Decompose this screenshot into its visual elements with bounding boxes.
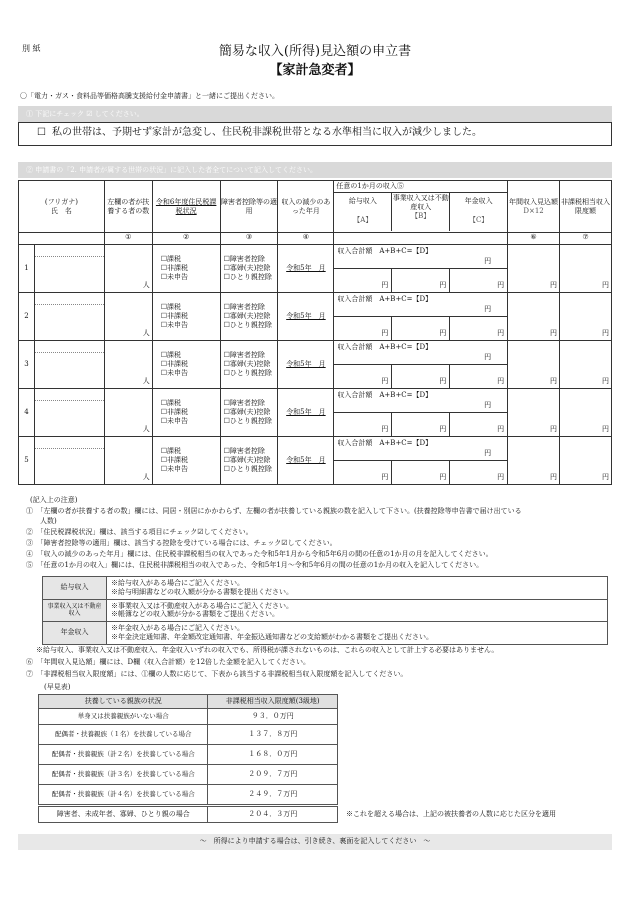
num-4: ④ xyxy=(278,233,334,245)
jigyo-input[interactable] xyxy=(392,413,450,436)
shougai-option[interactable]: ☐障害者控除 xyxy=(223,255,265,264)
row-fuyou-cell[interactable] xyxy=(104,341,152,389)
limit-row-label: 配偶者・扶養親族（計３名）を扶養している場合 xyxy=(39,765,208,785)
yen-unit: 円 xyxy=(381,329,389,338)
page-title: 簡易な収入(所得)見込額の申立書 xyxy=(218,44,412,59)
limit-row-value: １３７．８万円 xyxy=(208,725,338,745)
header-jigyo xyxy=(392,193,450,231)
limit-row-label: 配偶者・扶養親族（計２名）を扶養している場合 xyxy=(39,745,208,765)
yen-unit: 円 xyxy=(550,281,558,290)
row-kazei-cell[interactable] xyxy=(152,437,220,485)
limit-side-note: ※これを超える場合は、上記の被扶養者の人数に応じた区分を適用 xyxy=(346,810,556,818)
shougai-option[interactable]: ☐寡婦(夫)控除 xyxy=(223,408,271,417)
statement-text: 私の世帯は、予期せず家計が急変し、住民税非課税世帯となる水準相当に収入が減少しました。 xyxy=(51,127,482,138)
note-5: ⑤ 「任意の1か月の収入」欄には、住民税非課税相当の収入であった、令和5年1月～令和5年6月の間の任意の1か月の収入を記入してください。 xyxy=(26,561,484,569)
header-jigyo-text: 事業収入又は不動産収入 xyxy=(392,194,449,211)
row-gengetsu-cell[interactable] xyxy=(278,341,334,389)
row-hikazei-cell[interactable] xyxy=(560,437,612,485)
kazei-option[interactable]: ☐課税 xyxy=(160,351,181,360)
kazei-option[interactable]: ☐非課税 xyxy=(160,312,188,321)
note-2: ② 「住民税課税状況」欄は、該当する項目にチェック☑してください。 xyxy=(26,528,253,536)
nin-unit: 人 xyxy=(142,281,150,290)
page-subtitle: 【家計急変者】 xyxy=(269,63,361,78)
yen-unit: 円 xyxy=(550,329,558,338)
shougai-option[interactable]: ☐障害者控除 xyxy=(223,399,265,408)
row-shougai-cell[interactable] xyxy=(220,293,278,341)
yen-unit: 円 xyxy=(497,329,505,338)
shougai-option[interactable]: ☐ひとり親控除 xyxy=(223,320,272,329)
household-income-table xyxy=(18,180,612,485)
row-gengetsu-cell[interactable] xyxy=(278,437,334,485)
row-number: 1 xyxy=(19,245,35,293)
table-row xyxy=(19,293,612,341)
income-type-box xyxy=(42,576,608,645)
nenkin-input[interactable] xyxy=(450,269,507,292)
row-nenkan-cell[interactable] xyxy=(508,293,560,341)
kyuyo-input[interactable] xyxy=(334,413,392,436)
note-after-box: ※給与収入、事業収入又は不動産収入、年金収入いずれの収入でも、所得税が課されないものは、これらの収入として計上する必要はありません。 xyxy=(36,646,499,654)
gokei-text: 収入合計額 A+B+C=【D】 xyxy=(337,247,433,255)
nenkin-input[interactable] xyxy=(450,365,507,388)
header-kyuyo-text: 給与収入 xyxy=(348,197,377,205)
row-income-cell[interactable] xyxy=(334,293,508,341)
nin-unit: 人 xyxy=(142,425,150,434)
notes-heading: (記入上の注意) xyxy=(30,496,78,504)
yen-unit: 円 xyxy=(602,377,609,386)
limit-row-label: 単身又は扶養親族がいない場合 xyxy=(39,709,208,725)
gokei-text: 収入合計額 A+B+C=【D】 xyxy=(337,391,433,399)
header-name xyxy=(19,181,105,233)
yen-unit: 円 xyxy=(550,377,558,386)
footer-note: ～ 所得により申請する場合は、引き続き、裏面を記入してください ～ xyxy=(18,834,612,850)
row-shougai-cell[interactable] xyxy=(220,389,278,437)
row-kazei-cell[interactable] xyxy=(152,389,220,437)
header-fuyou xyxy=(104,181,152,233)
header-shougai-text: 障害者控除等の適用 xyxy=(221,197,278,215)
box-label-nenkin: 年金収入 xyxy=(43,622,107,645)
box-text-nenkin xyxy=(107,622,608,645)
limit-col1: 扶養している親族の状況 xyxy=(39,695,208,709)
limit-row-label: 配偶者・扶養親族（計４名）を扶養している場合 xyxy=(39,785,208,805)
yen-unit: 円 xyxy=(550,473,558,482)
limit-row xyxy=(39,765,338,785)
row-kazei-cell[interactable] xyxy=(152,245,220,293)
yen-unit: 円 xyxy=(602,281,609,290)
box-label-jigyo: 事業収入又は不動産収入 xyxy=(43,599,107,622)
row-name-cell[interactable] xyxy=(34,293,104,341)
box-label-kyuyo: 給与収入 xyxy=(43,577,107,600)
yen-unit: 円 xyxy=(484,353,492,362)
limit-last-value: ２０４．３万円 xyxy=(208,807,338,823)
num-6: ⑥ xyxy=(508,233,560,245)
row-shougai-cell[interactable] xyxy=(220,245,278,293)
shougai-option[interactable]: ☐寡婦(夫)控除 xyxy=(223,312,271,321)
row-hikazei-cell[interactable] xyxy=(560,245,612,293)
header-C: 【C】 xyxy=(468,215,489,224)
yen-unit: 円 xyxy=(497,377,505,386)
row-nenkan-cell[interactable] xyxy=(508,389,560,437)
header-A: 【A】 xyxy=(353,215,373,224)
betsushi-label: 別 紙 xyxy=(22,44,41,53)
nin-unit: 人 xyxy=(142,473,150,482)
row-fuyou-cell[interactable] xyxy=(104,245,152,293)
kazei-option[interactable]: ☐非課税 xyxy=(160,408,188,417)
table-row xyxy=(19,389,612,437)
row-name-cell[interactable] xyxy=(34,437,104,485)
yen-unit: 円 xyxy=(550,425,558,434)
table-row xyxy=(19,245,612,293)
yen-unit: 円 xyxy=(381,425,389,434)
kyuyo-input[interactable] xyxy=(334,461,392,484)
note-4: ④ 「収入の減少のあった年月」欄には、住民税非課税相当の収入であった令和5年1月から令和5年6月の間の任意の1か月の月を記入してください。 xyxy=(26,550,493,558)
box-jigyo-line1: ※事業収入又は不動産収入がある場合にご記入ください。 xyxy=(111,601,293,610)
yen-unit: 円 xyxy=(484,257,492,266)
yen-unit: 円 xyxy=(439,473,447,482)
num-3: ③ xyxy=(220,233,278,245)
row-gengetsu-cell[interactable] xyxy=(278,245,334,293)
row-shougai-cell[interactable] xyxy=(220,437,278,485)
row-fuyou-cell[interactable] xyxy=(104,293,152,341)
kazei-option[interactable]: ☐未申告 xyxy=(160,416,188,425)
header-nin-i xyxy=(334,181,508,233)
header-nin-i-text: 任意の1か月の収入⑤ xyxy=(334,181,507,193)
jigyo-input[interactable] xyxy=(392,317,450,340)
row-fuyou-cell[interactable] xyxy=(104,437,152,485)
row-name-cell[interactable] xyxy=(34,389,104,437)
box-text-kyuyo xyxy=(107,577,608,600)
row-name-cell[interactable] xyxy=(34,341,104,389)
num-5-cell xyxy=(334,233,508,245)
header-nenkin xyxy=(450,193,507,231)
box-kyuyo-line1: ※給与収入がある場合にご記入ください。 xyxy=(111,579,244,587)
shougai-option[interactable]: ☐障害者控除 xyxy=(223,303,265,312)
row-hikazei-cell[interactable] xyxy=(560,293,612,341)
yen-unit: 円 xyxy=(602,425,609,434)
header-kazei-text: 令和6年度住民税課税状況 xyxy=(155,197,217,215)
kazei-option[interactable]: ☐課税 xyxy=(160,399,181,408)
shougai-option[interactable]: ☐ひとり親控除 xyxy=(223,368,272,377)
row-hikazei-cell[interactable] xyxy=(560,341,612,389)
kazei-option[interactable]: ☐未申告 xyxy=(160,272,188,281)
yen-unit: 円 xyxy=(484,449,492,458)
row-number: 5 xyxy=(19,437,35,485)
gengetsu-text: 令和5年 月 xyxy=(286,264,326,273)
limit-row xyxy=(39,785,338,805)
kazei-option[interactable]: ☐課税 xyxy=(160,255,181,264)
row-income-cell[interactable] xyxy=(334,341,508,389)
row-name-cell[interactable] xyxy=(34,245,104,293)
limit-row xyxy=(39,725,338,745)
gokei-text: 収入合計額 A+B+C=【D】 xyxy=(337,295,433,303)
row-gengetsu-cell[interactable] xyxy=(278,389,334,437)
shougai-option[interactable]: ☐ひとり親控除 xyxy=(223,416,272,425)
kazei-option[interactable]: ☐非課税 xyxy=(160,456,188,465)
gokei-text: 収入合計額 A+B+C=【D】 xyxy=(337,439,433,447)
header-nenkin-text: 年金収入 xyxy=(464,197,493,205)
nenkin-input[interactable] xyxy=(450,317,507,340)
jigyo-input[interactable] xyxy=(392,269,450,292)
jigyo-input[interactable] xyxy=(392,461,450,484)
row-nenkan-cell[interactable] xyxy=(508,437,560,485)
note-3: ③ 「障害者控除等の適用」欄は、該当する控除を受けている場合には、チェック☑してください。 xyxy=(26,539,337,547)
gengetsu-text: 令和5年 月 xyxy=(286,312,326,321)
shougai-option[interactable]: ☐ひとり親控除 xyxy=(223,464,272,473)
table-row xyxy=(19,341,612,389)
row-hikazei-cell[interactable] xyxy=(560,389,612,437)
nin-unit: 人 xyxy=(142,377,150,386)
note-6: ⑥ 「年間収入見込額」欄には、D欄（収入合計額）を12倍した金額を記入してください。 xyxy=(26,658,311,666)
hayami-label: (早見表) xyxy=(44,683,71,691)
limit-table-last xyxy=(38,806,338,823)
header-nenkan-text: 年間収入見込額 xyxy=(509,197,559,206)
limit-row-value: ２４９．７万円 xyxy=(208,785,338,805)
shougai-option[interactable]: ☐障害者控除 xyxy=(223,447,265,456)
yen-unit: 円 xyxy=(497,473,505,482)
section2-bar-text: ② 申請書の「2. 申請者が属する世帯の状況」に記入した者全てについて記入してください。 xyxy=(26,166,317,174)
yen-unit: 円 xyxy=(439,377,447,386)
header-shougai xyxy=(220,181,278,233)
row-gengetsu-cell[interactable] xyxy=(278,293,334,341)
row-income-cell[interactable] xyxy=(334,245,508,293)
nin-unit: 人 xyxy=(142,329,150,338)
row-fuyou-cell[interactable] xyxy=(104,389,152,437)
yen-unit: 円 xyxy=(484,305,492,314)
row-shougai-cell[interactable] xyxy=(220,341,278,389)
box-kyuyo-line2: ※給与明細書などの収入額が分かる書類を提出ください。 xyxy=(111,587,293,596)
yen-unit: 円 xyxy=(484,401,492,410)
yen-unit: 円 xyxy=(497,425,505,434)
yen-unit: 円 xyxy=(602,329,609,338)
nenkin-input[interactable] xyxy=(450,461,507,484)
limit-last-label: 障害者、未成年者、寡婦、ひとり親の場合 xyxy=(39,807,208,823)
header-hikazei xyxy=(560,181,612,233)
header-shimei: 氏 名 xyxy=(50,206,72,215)
limit-row-value: １６８．０万円 xyxy=(208,745,338,765)
row-number: 4 xyxy=(19,389,35,437)
gengetsu-text: 令和5年 月 xyxy=(286,408,326,417)
num-7: ⑦ xyxy=(560,233,612,245)
row-number: 2 xyxy=(19,293,35,341)
num-1-cell xyxy=(19,233,105,245)
nenkin-input[interactable] xyxy=(450,413,507,436)
kazei-option[interactable]: ☐未申告 xyxy=(160,464,188,473)
kazei-option[interactable]: ☐課税 xyxy=(160,447,181,456)
note-1: ① 「左欄の者が扶養する者の数」欄には、同居・別居にかかわらず、左欄の者が扶養している親族の数を記入して下さい。(扶養控除等申告書で届け出ている xyxy=(26,507,522,515)
header-nenkan xyxy=(508,181,560,233)
row-income-cell[interactable] xyxy=(334,437,508,485)
section2-bar xyxy=(18,162,612,178)
kazei-option[interactable]: ☐非課税 xyxy=(160,360,188,369)
shougai-option[interactable]: ☐寡婦(夫)控除 xyxy=(223,456,271,465)
shougai-option[interactable]: ☐寡婦(夫)控除 xyxy=(223,264,271,273)
gengetsu-text: 令和5年 月 xyxy=(286,360,326,369)
yen-unit: 円 xyxy=(381,473,389,482)
header-fuyou-text: 左欄の者が扶養する者の数 xyxy=(107,197,150,215)
row-nenkan-cell[interactable] xyxy=(508,245,560,293)
kazei-option[interactable]: ☐課税 xyxy=(160,303,181,312)
row-nenkan-cell[interactable] xyxy=(508,341,560,389)
note-1b: 人数) xyxy=(40,517,57,525)
num-1: ① xyxy=(104,233,152,245)
header-kyuyo xyxy=(334,193,392,231)
jigyo-input[interactable] xyxy=(392,365,450,388)
section1-statement-box xyxy=(18,122,612,146)
table-row xyxy=(19,437,612,485)
box-jigyo-line2: ※帳簿などの収入額が分かる書類をご提出ください。 xyxy=(111,610,279,619)
header-nenkan-formula: D×12 xyxy=(523,206,544,215)
row-kazei-cell[interactable] xyxy=(152,293,220,341)
yen-unit: 円 xyxy=(439,425,447,434)
row-number: 3 xyxy=(19,341,35,389)
shougai-option[interactable]: ☐障害者控除 xyxy=(223,351,265,360)
header-kazei xyxy=(152,181,220,233)
limit-row xyxy=(39,745,338,765)
limit-table xyxy=(38,694,338,805)
statement-checkbox[interactable]: ☐ xyxy=(37,127,46,138)
section1-bar-text: ① 下記にチェック ☑ してください。 xyxy=(26,110,144,118)
kyuyo-input[interactable] xyxy=(334,317,392,340)
kazei-option[interactable]: ☐未申告 xyxy=(160,320,188,329)
header-hikazei-text: 非課税相当収入限度額 xyxy=(561,197,610,215)
num-2: ② xyxy=(152,233,220,245)
shougai-option[interactable]: ☐寡婦(夫)控除 xyxy=(223,360,271,369)
header-gengetsu-text: 収入の減少のあった年月 xyxy=(281,197,331,215)
intro-note: 〇「電力・ガス・食料品等価格高騰支援給付金申請書」と一緒にご提出ください。 xyxy=(20,92,279,100)
kazei-option[interactable]: ☐未申告 xyxy=(160,368,188,377)
yen-unit: 円 xyxy=(497,281,505,290)
yen-unit: 円 xyxy=(439,329,447,338)
box-text-jigyo xyxy=(107,599,608,622)
section1-bar xyxy=(18,106,612,122)
kyuyo-input[interactable] xyxy=(334,269,392,292)
note-7: ⑦ 「非課税相当収入限度額」には、①欄の人数に応じて、下表から該当する非課税相当収入限度額を記入してください。 xyxy=(26,670,408,678)
kyuyo-input[interactable] xyxy=(334,365,392,388)
yen-unit: 円 xyxy=(602,473,609,482)
limit-row-label: 配偶者・扶養親族（１名）を扶養している場合 xyxy=(39,725,208,745)
kazei-option[interactable]: ☐非課税 xyxy=(160,264,188,273)
box-nenkin-line1: ※年金収入がある場合にご記入ください。 xyxy=(111,624,244,632)
box-nenkin-line2: ※年金決定通知書、年金額改定通知書、年金振込通知書などの支給額がわかる書類をご提出ください。 xyxy=(111,632,433,641)
gokei-text: 収入合計額 A+B+C=【D】 xyxy=(337,343,433,351)
limit-row xyxy=(39,709,338,725)
gengetsu-text: 令和5年 月 xyxy=(286,456,326,465)
limit-row-value: ９３．０万円 xyxy=(208,709,338,725)
limit-row-value: ２０９．７万円 xyxy=(208,765,338,785)
shougai-option[interactable]: ☐ひとり親控除 xyxy=(223,272,272,281)
header-gengetsu xyxy=(278,181,334,233)
header-B: 【B】 xyxy=(411,211,431,220)
row-kazei-cell[interactable] xyxy=(152,341,220,389)
limit-col2: 非課税相当収入限度額(3級地) xyxy=(208,695,338,709)
header-furigana: (フリガナ) xyxy=(44,197,78,206)
yen-unit: 円 xyxy=(439,281,447,290)
row-income-cell[interactable] xyxy=(334,389,508,437)
yen-unit: 円 xyxy=(381,281,389,290)
yen-unit: 円 xyxy=(381,377,389,386)
